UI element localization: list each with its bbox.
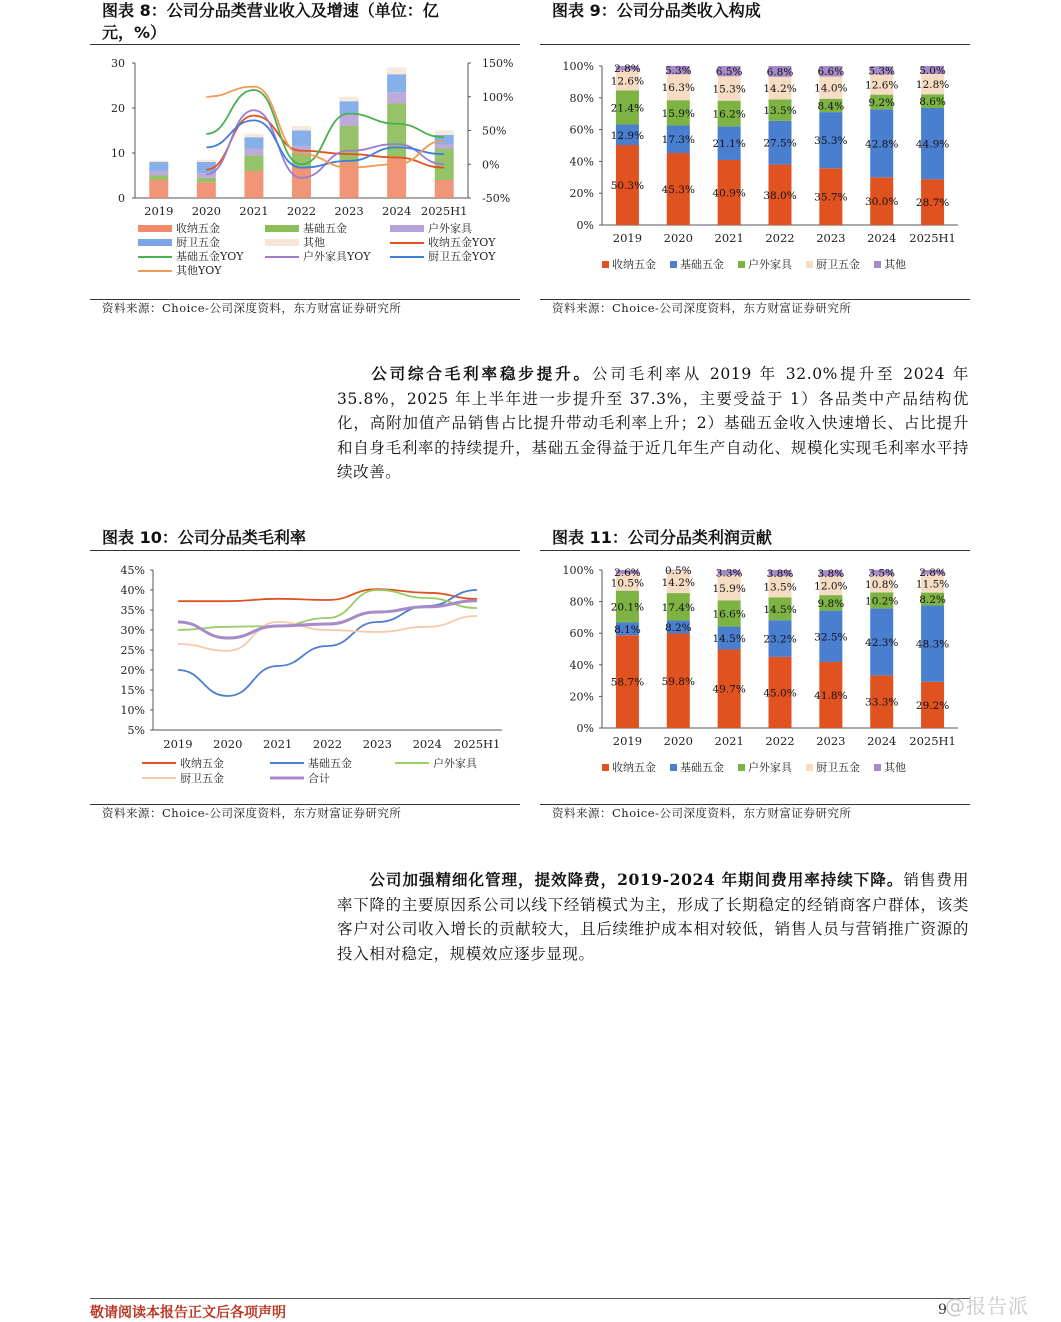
y-tick-label: 100% [562, 564, 594, 577]
legend-swatch [138, 239, 172, 246]
data-label-basic: 8.2% [664, 622, 692, 635]
bar-segment-s8_basic [340, 126, 359, 162]
data-label-basic: 8.1% [614, 623, 641, 636]
bar-segment-s8_storage [292, 167, 311, 199]
data-label-storage: 45.3% [661, 183, 695, 196]
data-label-kitchen: 10.5% [610, 577, 645, 590]
legend-label: 基础五金 [303, 222, 347, 235]
data-label-basic: 35.3% [814, 135, 848, 148]
data-label-storage: 35.7% [814, 191, 848, 204]
y-tick-label: 80% [569, 91, 594, 105]
margin-line [178, 589, 477, 601]
bar-segment-s8_outdoor [244, 149, 263, 156]
legend-label: 收纳五金 [180, 757, 224, 770]
x-tick-label: 2021 [714, 231, 744, 245]
bar-segment-s8_outdoor [435, 144, 454, 149]
margin-line [178, 601, 477, 638]
y-tick-label: 0 [118, 192, 125, 205]
y2-tick-label: -50% [482, 192, 511, 205]
bar-segment-s8_other [292, 126, 311, 131]
data-label-storage: 49.7% [712, 683, 746, 696]
data-label-kitchen: 11.5% [915, 578, 950, 591]
x-tick-label: 2025H1 [909, 231, 956, 245]
legend-swatch-outdoor [738, 764, 745, 771]
data-label-other: 3.8% [817, 568, 845, 581]
x-tick-label: 2024 [382, 204, 412, 218]
bar-segment-s8_other [244, 134, 263, 138]
x-tick-label: 2022 [286, 204, 317, 218]
x-tick-label: 2021 [263, 737, 293, 751]
y-tick-label: 35% [120, 604, 145, 617]
fig10-title: 图表 10：公司分品类毛利率 [102, 528, 306, 547]
data-label-kitchen: 15.3% [712, 83, 746, 96]
y-tick-label: 40% [569, 155, 594, 169]
legend-swatch-kitchen [806, 261, 813, 268]
data-label-other: 3.3% [715, 567, 743, 580]
legend-label: 厨卫五金 [180, 772, 224, 785]
x-tick-label: 2023 [816, 734, 846, 748]
x-tick-label: 2021 [239, 204, 269, 218]
data-label-storage: 40.9% [712, 187, 746, 200]
paragraph-expense-ratio-body: 销售费用率下降的主要原因系公司以线下经销模式为主，形成了长期稳定的经销商客户群体，该类客户对公司收入增长的贡献较大，且后续维护成本相对较低，销售人员与营销推广资源的投入相对稳定，规模效应逐步显现。 [337, 871, 969, 963]
x-tick-label: 2019 [612, 231, 643, 245]
legend-label: 收纳五金YOY [428, 236, 496, 249]
paragraph-gross-margin-lead: 公司综合毛利率稳步提升。 [369, 364, 592, 383]
data-label-other: 2.8% [919, 567, 946, 580]
page-number: 9 [938, 1302, 947, 1318]
data-label-outdoor: 20.1% [610, 601, 645, 614]
fig9-title: 图表 9：公司分品类收入构成 [552, 1, 761, 20]
data-label-basic: 42.3% [865, 636, 899, 649]
x-tick-label: 2025H1 [453, 737, 501, 751]
legend-swatch-basic [670, 764, 677, 771]
data-label-outdoor: 15.9% [661, 107, 695, 120]
legend-label: 户外家具 [433, 757, 477, 770]
bar-segment-s8_storage [197, 182, 216, 198]
legend-label: 基础五金 [308, 757, 352, 770]
data-label-other: 3.5% [868, 567, 896, 580]
data-label-basic: 14.5% [712, 633, 746, 646]
y-tick-label: 10% [120, 704, 145, 717]
legend-label: 厨卫五金 [816, 258, 860, 271]
data-label-outdoor: 8.4% [817, 100, 845, 113]
data-label-other: 3.8% [766, 568, 794, 581]
y2-tick-label: 0% [482, 158, 500, 172]
y-tick-label: 30 [111, 57, 125, 70]
data-label-storage: 30.0% [865, 196, 899, 209]
data-label-basic: 42.8% [865, 138, 899, 151]
x-tick-label: 2020 [213, 737, 243, 751]
legend-label: 基础五金YOY [176, 250, 244, 263]
bar-segment-s8_other [197, 160, 216, 162]
y-tick-label: 0% [576, 722, 594, 735]
legend-swatch-storage [602, 764, 609, 771]
paragraph-gross-margin [337, 362, 969, 485]
legend-swatch-other [874, 261, 881, 268]
y-tick-label: 25% [120, 644, 145, 657]
data-label-basic: 27.5% [763, 137, 797, 150]
legend-swatch-outdoor [738, 261, 745, 268]
fig8-source: 资料来源：Choice-公司深度资料，东方财富证券研究所 [102, 301, 402, 315]
legend-swatch-storage [602, 261, 609, 268]
data-label-other: 5.3% [868, 65, 896, 78]
fig8-top-rule [90, 44, 520, 45]
legend-swatch-kitchen [806, 764, 813, 771]
footer-disclaimer-note: 敬请阅读本报告正文后各项声明 [90, 1305, 286, 1321]
legend-label: 其他YOY [176, 264, 222, 277]
fig9-chart [540, 50, 972, 290]
data-label-kitchen: 12.8% [915, 79, 950, 92]
data-label-basic: 23.2% [763, 633, 797, 646]
x-tick-label: 2020 [191, 204, 221, 218]
y-tick-label: 40% [569, 658, 594, 672]
legend-label: 户外家具 [428, 222, 472, 235]
data-label-outdoor: 16.2% [712, 108, 746, 121]
bar-segment-s8_other [435, 131, 454, 136]
fig9-source: 资料来源：Choice-公司深度资料，东方财富证券研究所 [552, 301, 852, 315]
data-label-outdoor: 9.8% [817, 597, 845, 610]
data-label-storage: 58.7% [610, 676, 645, 689]
data-label-basic: 32.5% [814, 631, 848, 644]
y-tick-label: 5% [127, 724, 145, 737]
data-label-kitchen: 15.9% [712, 582, 746, 595]
legend-swatch-basic [670, 261, 677, 268]
x-tick-label: 2024 [412, 737, 442, 751]
fig8-title-line1: 图表 8：公司分品类营业收入及增速（单位：亿 [102, 1, 439, 20]
legend-label: 其他 [884, 258, 906, 271]
legend-label: 户外家具 [748, 761, 792, 774]
bar-segment-s8_kitchen [244, 137, 263, 148]
data-label-storage: 38.0% [763, 189, 797, 202]
bar-segment-s8_basic [244, 155, 263, 171]
data-label-other: 6.8% [766, 66, 794, 79]
legend-swatch [265, 225, 299, 232]
fig9-top-rule [540, 44, 970, 45]
data-label-kitchen: 14.2% [661, 576, 695, 589]
bar-segment-s8_basic [149, 176, 168, 181]
y2-tick-label: 100% [482, 90, 514, 104]
y-tick-label: 20% [569, 690, 594, 704]
data-label-outdoor: 8.2% [919, 594, 946, 607]
fig11-source: 资料来源：Choice-公司深度资料，东方财富证券研究所 [552, 806, 852, 820]
x-tick-label: 2021 [714, 734, 744, 748]
x-tick-label: 2025H1 [420, 204, 468, 218]
legend-label: 其他 [884, 761, 906, 774]
y-tick-label: 60% [569, 123, 594, 137]
data-label-kitchen: 12.6% [865, 79, 899, 92]
fig10-chart [90, 556, 522, 792]
data-label-kitchen: 14.2% [763, 83, 797, 96]
data-label-basic: 12.9% [610, 129, 645, 142]
y-tick-label: 20% [569, 187, 594, 201]
x-tick-label: 2024 [867, 734, 897, 748]
y-tick-label: 45% [120, 564, 145, 577]
legend-label: 户外家具YOY [303, 250, 371, 263]
y-tick-label: 60% [569, 627, 594, 641]
legend-swatch-other [874, 764, 881, 771]
x-tick-label: 2022 [765, 231, 795, 245]
data-label-outdoor: 13.5% [763, 105, 797, 118]
data-label-other: 2.6% [614, 567, 641, 580]
x-tick-label: 2020 [663, 231, 693, 245]
y-tick-label: 20 [111, 102, 125, 115]
data-label-storage: 50.3% [610, 180, 645, 193]
x-tick-label: 2019 [163, 737, 193, 751]
x-tick-label: 2023 [334, 204, 364, 218]
yoy-line [206, 87, 444, 168]
data-label-storage: 41.8% [814, 689, 848, 702]
y-tick-label: 100% [562, 60, 594, 73]
footer-rule [90, 1298, 970, 1299]
data-label-other: 6.6% [817, 66, 845, 79]
fig10-top-rule [90, 550, 520, 551]
data-label-other: 2.8% [614, 63, 641, 76]
bar-segment-s8_kitchen [340, 101, 359, 115]
fig11-chart [540, 556, 972, 792]
legend-label: 户外家具 [748, 258, 792, 271]
data-label-outdoor: 17.4% [661, 601, 695, 614]
y-tick-label: 30% [120, 624, 145, 637]
data-label-outdoor: 14.5% [763, 603, 797, 616]
paragraph-expense-ratio [337, 868, 969, 966]
bar-segment-s8_outdoor [149, 171, 168, 176]
y-tick-label: 15% [120, 684, 145, 697]
data-label-storage: 28.7% [915, 197, 950, 210]
data-label-storage: 29.2% [915, 699, 950, 712]
bar-segment-s8_other [340, 97, 359, 102]
data-label-outdoor: 8.6% [919, 96, 946, 109]
y2-tick-label: 150% [482, 57, 514, 70]
data-label-basic: 17.3% [661, 134, 695, 147]
fig8-chart [90, 50, 522, 290]
data-label-kitchen: 12.0% [814, 580, 848, 593]
bar-segment-s8_kitchen [387, 74, 406, 92]
legend-label: 其他 [303, 236, 325, 249]
y-tick-label: 0% [576, 219, 594, 232]
y-tick-label: 20% [120, 664, 145, 677]
y-tick-label: 80% [569, 595, 594, 609]
bar-segment-s8_other [387, 68, 406, 75]
paragraph-expense-ratio-lead: 公司加强精细化管理，提效降费，2019-2024 年期间费用率持续下降。 [369, 870, 904, 889]
x-tick-label: 2023 [816, 231, 846, 245]
legend-label: 基础五金 [680, 761, 724, 774]
data-label-kitchen: 14.0% [814, 82, 848, 95]
paragraph-gross-margin-body: 公司毛利率从 2019 年 32.0%提升至 2024 年 35.8%，2025 年上半年进一步提升至 37.3%，主要受益于 1）各品类中产品结构优化，高附加值产品销售占比提升带动毛利率上升；2）基础五金收入快速增长、占比提升和自身毛利率的持续提升，基础五金得益于近几年生产自动化、规模化实现毛利率水平持续改善。 [337, 365, 969, 481]
bar-segment-s8_other [149, 161, 168, 162]
x-tick-label: 2019 [144, 204, 174, 218]
data-label-kitchen: 10.8% [865, 578, 899, 591]
y2-tick-label: 50% [482, 124, 507, 138]
x-tick-label: 2022 [312, 737, 343, 751]
data-label-basic: 44.9% [915, 138, 950, 151]
data-label-outdoor: 10.2% [865, 595, 899, 608]
data-label-other: 0.5% [664, 565, 692, 578]
bar-segment-s8_storage [435, 180, 454, 198]
data-label-storage: 59.8% [661, 675, 695, 688]
x-tick-label: 2019 [612, 734, 643, 748]
data-label-outdoor: 21.4% [610, 102, 645, 115]
bar-segment-s8_outdoor [387, 92, 406, 103]
y-tick-label: 40% [120, 584, 145, 597]
bar-segment-s8_kitchen [292, 131, 311, 147]
fig8-title-line2: 元，%） [102, 23, 167, 42]
fig11-top-rule [540, 550, 970, 551]
data-label-kitchen: 16.3% [661, 82, 695, 95]
x-tick-label: 2020 [663, 734, 693, 748]
bar-segment-s8_kitchen [149, 162, 168, 171]
data-label-basic: 21.1% [712, 138, 746, 151]
data-label-basic: 48.3% [915, 638, 950, 651]
legend-label: 厨卫五金 [816, 761, 860, 774]
data-label-kitchen: 12.6% [610, 75, 645, 88]
x-tick-label: 2022 [765, 734, 795, 748]
data-label-kitchen: 13.5% [763, 581, 797, 594]
legend-label: 厨卫五金YOY [428, 250, 496, 263]
data-label-other: 6.5% [715, 66, 743, 79]
legend-swatch [138, 225, 172, 232]
fig10-source: 资料来源：Choice-公司深度资料，东方财富证券研究所 [102, 806, 402, 820]
x-tick-label: 2025H1 [909, 734, 956, 748]
data-label-other: 5.0% [919, 64, 946, 77]
bar-segment-s8_storage [149, 180, 168, 198]
legend-label: 合计 [308, 772, 330, 785]
legend-label: 基础五金 [680, 258, 724, 271]
legend-label: 厨卫五金 [176, 236, 220, 249]
fig8-title [102, 0, 522, 44]
bar-segment-s8_basic [387, 104, 406, 158]
bar-segment-s8_outdoor [340, 115, 359, 126]
legend-swatch [265, 239, 299, 246]
data-label-storage: 33.3% [865, 696, 899, 709]
legend-swatch [390, 225, 424, 232]
bar-segment-s8_storage [244, 171, 263, 198]
legend-label: 收纳五金 [176, 222, 220, 235]
fig11-title: 图表 11：公司分品类利润贡献 [552, 528, 772, 547]
bar-segment-s8_basic [197, 178, 216, 183]
data-label-other: 5.3% [664, 65, 692, 78]
watermark-logo: @报告派 [945, 1294, 1029, 1318]
data-label-outdoor: 16.6% [712, 608, 746, 621]
y-tick-label: 10 [111, 147, 125, 160]
legend-label: 收纳五金 [612, 761, 656, 774]
x-tick-label: 2023 [362, 737, 392, 751]
legend-label: 收纳五金 [612, 258, 656, 271]
data-label-storage: 45.0% [763, 687, 797, 700]
data-label-outdoor: 9.2% [868, 96, 896, 109]
x-tick-label: 2024 [867, 231, 897, 245]
